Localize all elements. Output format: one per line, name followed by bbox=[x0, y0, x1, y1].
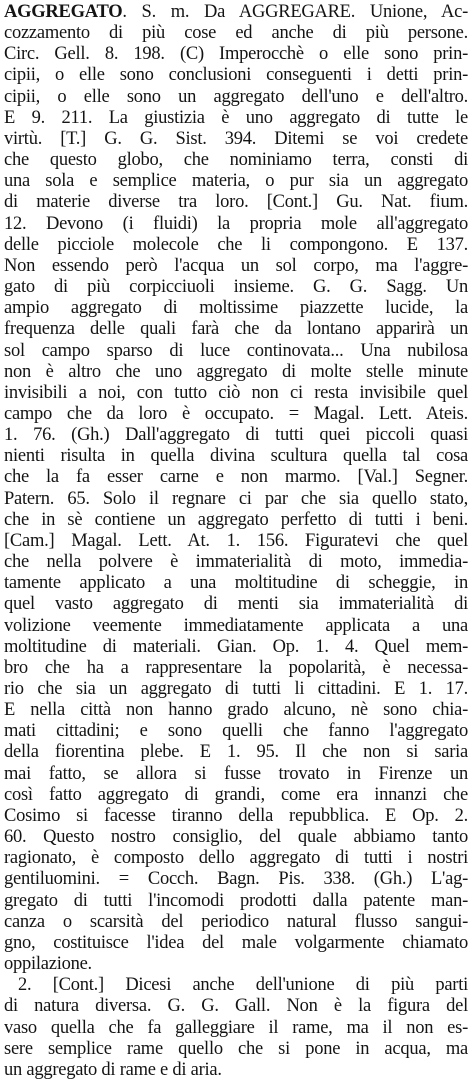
entry-line: oppilazione. bbox=[4, 954, 92, 975]
entry-line: moltitudine di materiali. Gian. Op. 1. 4. Quel mem- bbox=[4, 636, 468, 657]
entry-line: una sola e semplice materia, o pur sia un aggregato bbox=[4, 171, 468, 192]
entry-line: nienti risulta in quella divina scultura quella tal cosa bbox=[4, 446, 468, 467]
entry-line: che la fa esser carne e non marmo. [Val.] Segner. bbox=[4, 467, 468, 488]
entry-line: ampio aggregato di moltissime piazzette lucide, la bbox=[4, 298, 468, 319]
entry-line: mai fatto, se allora si fusse trovato in Firenze un bbox=[4, 763, 468, 784]
entry-line: ragionato, è composto dello aggregato di tutti i nostri bbox=[4, 848, 468, 869]
entry-line: virtù. [T.] G. G. Sist. 394. Ditemi se voi credete bbox=[4, 128, 468, 149]
entry-line: Patern. 65. Solo il regnare ci par che sia quello stato, bbox=[4, 488, 468, 509]
entry-line: 60. Questo nostro consiglio, del quale abbiamo tanto bbox=[4, 827, 468, 848]
entry-line: sol campo sparso di luce continovata... Una nubilosa bbox=[4, 340, 468, 361]
entry-line: di natura diversa. G. G. Gall. Non è la figura del bbox=[4, 996, 468, 1017]
dictionary-entry bbox=[4, 0, 468, 1083]
entry-line: Circ. Gell. 8. 198. (C) Imperocchè o elle sono prin- bbox=[4, 44, 468, 65]
entry-line: quel vasto aggregato di menti sia immaterialità di bbox=[4, 594, 468, 615]
entry-line: che in sè contiene un aggregato perfetto di tutti i beni. bbox=[4, 509, 468, 530]
entry-line: un aggregato di rame e di aria. bbox=[4, 1059, 222, 1080]
entry-line: rio che sia un aggregato di tutti li cittadini. E 1. 17. bbox=[4, 679, 468, 700]
entry-line: gno, costituisce l'idea del male volgarmente chiamato bbox=[4, 932, 468, 953]
entry-line: Non essendo però l'acqua un sol corpo, ma l'aggre- bbox=[4, 255, 468, 276]
entry-line: che questo globo, che nominiamo terra, consti di bbox=[4, 150, 468, 171]
entry-line: AGGREGATO. S. m. Da AGGREGARE. Unione, Ac- bbox=[4, 2, 468, 22]
entry-line: così fatto aggregato di grandi, come era innanzi che bbox=[4, 784, 468, 805]
entry-line: campo che da loro è occupato. = Magal. Lett. Ateis. bbox=[4, 403, 468, 424]
entry-line: non è altro che uno aggregato di molte stelle minute bbox=[4, 361, 468, 382]
entry-line: cipii, o elle sono conclusioni conseguenti i detti prin- bbox=[4, 65, 468, 86]
entry-line: canza o scarsità del periodico natural flusso sangui- bbox=[4, 911, 468, 932]
entry-line: E 9. 211. La giustizia è uno aggregato di tutte le bbox=[4, 107, 468, 128]
entry-line: gato di più corpicciuoli insieme. G. G. Sagg. Un bbox=[4, 277, 468, 298]
entry-line: frequenza delle quali farà che da lontano apparirà un bbox=[4, 319, 468, 340]
sense-2-line: 2. [Cont.] Dicesi anche dell'unione di più parti bbox=[18, 975, 468, 996]
entry-line: 12. Devono (i fluidi) la propria mole all'aggregato bbox=[4, 213, 468, 234]
entry-line: bro che ha a rappresentare la popolarità, è necessa- bbox=[4, 657, 468, 678]
entry-line: cozzamento di più cose ed anche di più persone. bbox=[4, 23, 468, 44]
entry-line: gregato di tutti l'incomodi prodotti dalla patente man- bbox=[4, 890, 468, 911]
entry-line: cipii, o elle sono un aggregato dell'uno e dell'altro. bbox=[4, 86, 468, 107]
entry-line: mati cittadini; e sono quelli che fanno l'aggregato bbox=[4, 721, 468, 742]
entry-line: gentiluomini. = Cocch. Bagn. Pis. 338. (Gh.) L'ag- bbox=[4, 869, 468, 890]
entry-line: [Cam.] Magal. Lett. At. 1. 156. Figuratevi che quel bbox=[4, 530, 468, 551]
entry-line: volizione veemente immediatamente applicata a una bbox=[4, 615, 468, 636]
headword: AGGREGATO bbox=[4, 2, 123, 22]
entry-line: della fiorentina plebe. E 1. 95. Il che non si saria bbox=[4, 742, 468, 763]
entry-line: delle picciole molecole che li compongono. E 137. bbox=[4, 234, 468, 255]
entry-line: di materie diverse tra loro. [Cont.] Gu. Nat. fium. bbox=[4, 192, 468, 213]
entry-line: tamente applicato a una moltitudine di scheggie, in bbox=[4, 573, 468, 594]
entry-line: E nella città non hanno grado alcuno, nè sono chia- bbox=[4, 700, 468, 721]
entry-line: sere semplice rame quello che si pone in acqua, ma bbox=[4, 1038, 468, 1059]
entry-line: invisibili a noi, con tutto ciò non ci resta invisibile quel bbox=[4, 382, 468, 403]
entry-line: vaso quella che fa galleggiare il rame, ma il non es- bbox=[4, 1017, 468, 1038]
entry-line: che nella polvere è immaterialità di moto, immedia- bbox=[4, 552, 468, 573]
entry-line: 1. 76. (Gh.) Dall'aggregato di tutti quei piccoli quasi bbox=[4, 425, 468, 446]
entry-line: Cosimo si facesse tiranno della repubblica. E Op. 2. bbox=[4, 805, 468, 826]
